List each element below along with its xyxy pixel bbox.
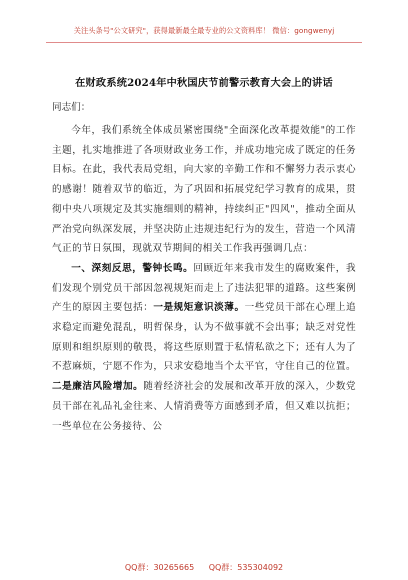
paragraph-text: 回顾近年来我市发生的腐败案件，我们发现个别党员干部因忽视规矩而走上了违法犯罪的道路。这些案例产生的原因主要包括： [52, 262, 356, 314]
paragraph-intro: 今年，我们系统全体成员紧密围绕"全面深化改革提效能"的工作主题，扎实地推进了各项财政业务工作，并成功地完成了既定的任务目标。在此，我代表局党组，向大家的辛勤工作和不懈努力表示衷心的感谢！随着双节的临近，为了巩固和拓展党纪学习教育的成果，贯彻中央八项规定及其实施细则的精神，持续纠正"四风"，推动全面从严治党向纵深发展，并坚决防止违规违纪行为的发生，营造一个风清气正的节日氛围，现就双节期间的相关工作我再强调几点： [52, 125, 356, 255]
header-banner: 关注头条号"公文研究"，获得最新最全最专业的公文资料库！ 微信：gongwenyj [73, 26, 335, 35]
paragraph-text: 一些党员干部在心理上追求稳定而避免混乱，明哲保身，认为不做事就不会出事；缺乏对党性原则和组织原则的敬畏，将这些原则置于私情私欲之下；还有人为了不惹麻烦，宁愿不作为，只求安稳地当个太平官，守住自己的位置。 [52, 302, 356, 373]
paragraph-section-one [52, 259, 356, 436]
footer-qq-group-2: QQ群：535304092 [208, 563, 284, 572]
footer-qq-group-1: QQ群：30265665 [124, 563, 195, 572]
footer [0, 562, 408, 573]
salutation: 同志们： [52, 102, 91, 113]
point-one-heading: 一是规矩意识淡薄。 [153, 302, 245, 314]
point-two-heading: 二是廉洁风险增加。 [52, 381, 144, 393]
paragraph-text: 随着经济社会的发展和改革开放的深入，少数党员干部在礼品礼金往来、人情消费等方面感到矛盾，但又难以抗拒；一些单位在公务接待、公 [52, 381, 356, 432]
document-title: 在财政系统2024年中秋国庆节前警示教育大会上的讲话 [75, 77, 333, 89]
section-heading: 一、深刻反思，警钟长鸣。 [71, 262, 194, 274]
header-divider [46, 42, 362, 43]
document-body [52, 74, 356, 436]
